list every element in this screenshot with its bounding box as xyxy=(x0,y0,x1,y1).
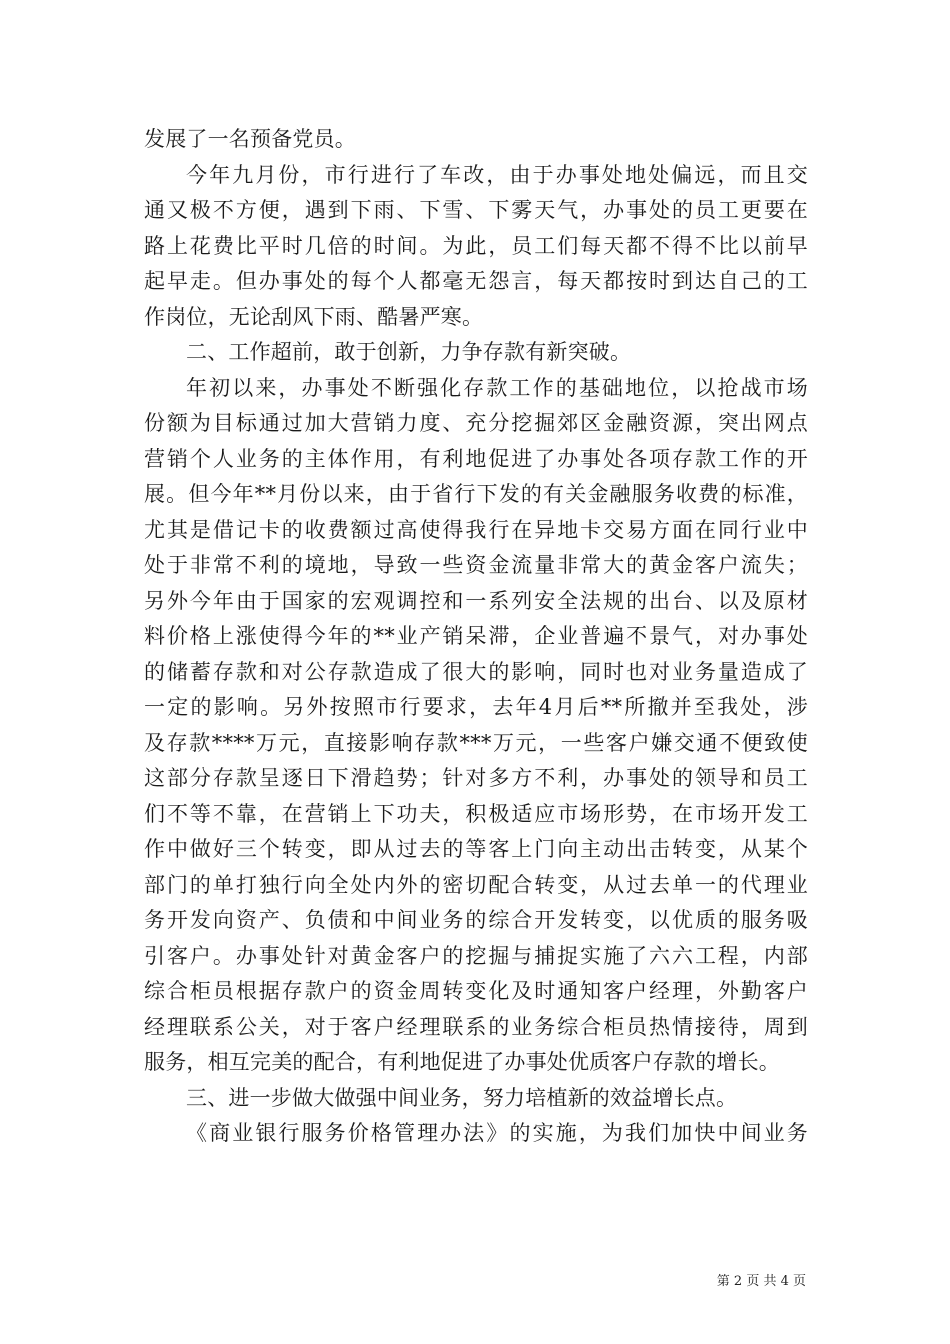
text-line: 服务，相互完美的配合，有利地促进了办事处优质客户存款的增长。 xyxy=(144,1050,780,1074)
text-line: 经理联系公关，对于客户经理联系的业务综合柜员热情接待，周到 xyxy=(144,1014,808,1039)
text-line: 及存款****万元，直接影响存款***万元，一些客户嫌交通不便致使 xyxy=(144,730,808,755)
text-line: 的储蓄存款和对公存款造成了很大的影响，同时也对业务量造成了 xyxy=(144,659,808,684)
text-line: 二、工作超前，敢于创新，力争存款有新突破。 xyxy=(186,340,632,364)
text-line: 年初以来，办事处不断强化存款工作的基础地位，以抢战市场 xyxy=(186,375,808,400)
text-line: 作中做好三个转变，即从过去的等客上门向主动出击转变，从某个 xyxy=(144,837,808,861)
text-line: 三、进一步做大做强中间业务，努力培植新的效益增长点。 xyxy=(186,1085,738,1110)
document-body xyxy=(144,122,808,1152)
text-line: 通又极不方便，遇到下雨、下雪、下雾天气，办事处的员工更要在 xyxy=(144,198,808,222)
page-footer: 第 2 页 共 4 页 xyxy=(716,1274,806,1289)
text-line: 作岗位，无论刮风下雨、酷暑严寒。 xyxy=(144,304,484,329)
text-line: 展。但今年**月份以来，由于省行下发的有关金融服务收费的标准， xyxy=(144,482,808,506)
text-line: 发展了一名预备党员。 xyxy=(144,127,356,151)
text-line: 另外今年由于国家的宏观调控和一系列安全法规的出台、以及原材 xyxy=(144,588,808,613)
text-line: 一定的影响。另外按照市行要求，去年4月后**所撤并至我处，涉 xyxy=(144,695,808,719)
text-line: 们不等不靠，在营销上下功夫，积极适应市场形势，在市场开发工 xyxy=(144,801,808,826)
text-line: 料价格上涨使得今年的**业产销呆滞，企业普遍不景气，对办事处 xyxy=(144,624,808,648)
text-line: 部门的单打独行向全处内外的密切配合转变，从过去单一的代理业 xyxy=(144,872,808,897)
text-line: 处于非常不利的境地，导致一些资金流量非常大的黄金客户流失； xyxy=(144,553,808,577)
text-line: 今年九月份，市行进行了车改，由于办事处地处偏远，而且交 xyxy=(186,162,808,187)
text-line: 起早走。但办事处的每个人都毫无怨言，每天都按时到达自己的工 xyxy=(144,269,808,293)
text-line: 尤其是借记卡的收费额过高使得我行在异地卡交易方面在同行业中 xyxy=(144,517,808,542)
text-line: 务开发向资产、负债和中间业务的综合开发转变，以优质的服务吸 xyxy=(144,908,808,932)
text-line: 引客户。办事处针对黄金客户的挖掘与捕捉实施了六六工程，内部 xyxy=(144,943,808,968)
text-line: 路上花费比平时几倍的时间。为此，员工们每天都不得不比以前早 xyxy=(144,233,808,258)
text-line: 《商业银行服务价格管理办法》的实施，为我们加快中间业务 xyxy=(186,1121,808,1145)
text-line: 份额为目标通过加大营销力度、充分挖掘郊区金融资源，突出网点 xyxy=(144,411,808,435)
text-line: 综合柜员根据存款户的资金周转变化及时通知客户经理，外勤客户 xyxy=(144,979,808,1003)
text-line: 这部分存款呈逐日下滑趋势；针对多方不利，办事处的领导和员工 xyxy=(144,766,808,790)
text-line: 营销个人业务的主体作用，有利地促进了办事处各项存款工作的开 xyxy=(144,446,808,471)
